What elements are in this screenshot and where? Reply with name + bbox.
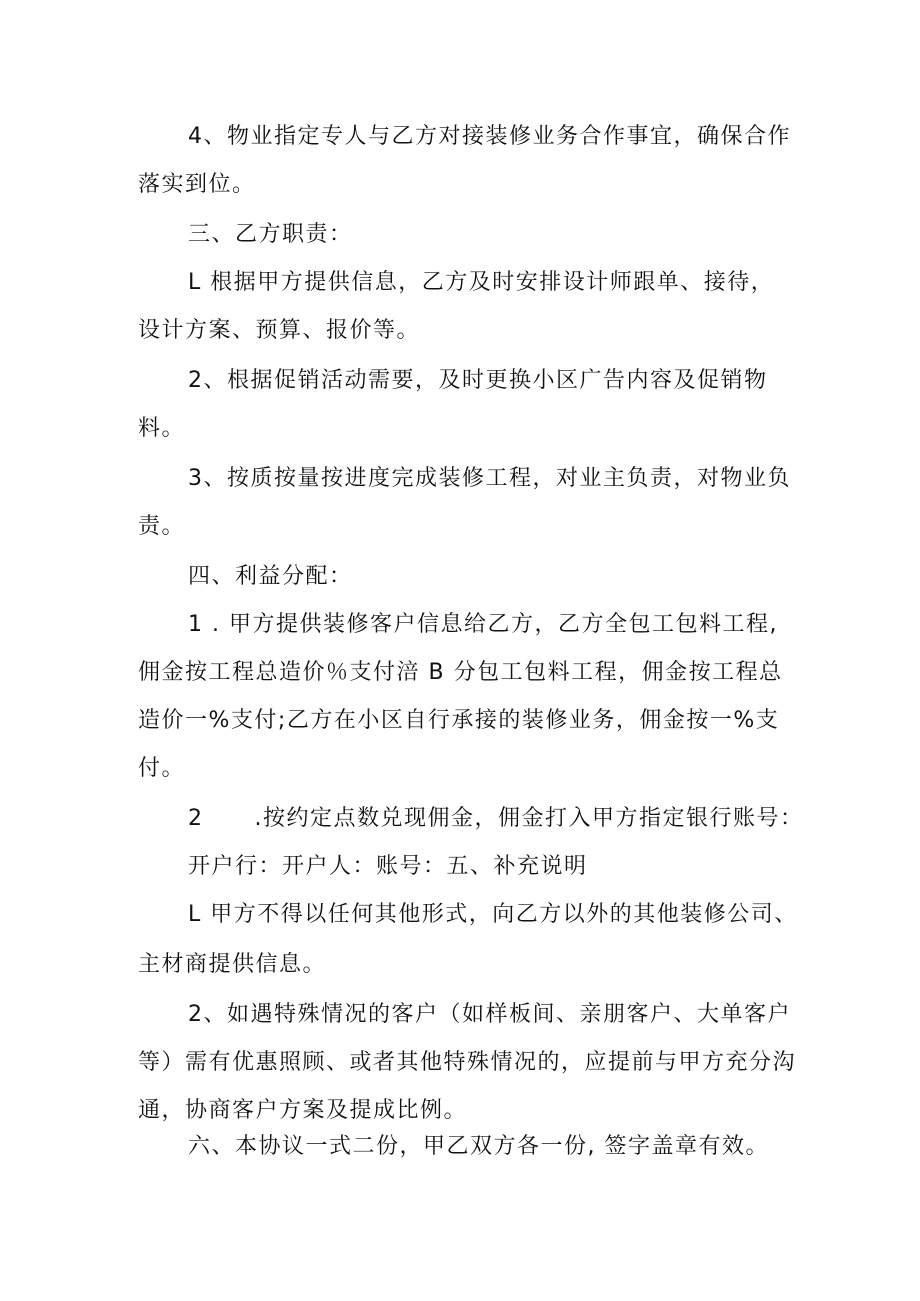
section-heading: 四、利益分配： bbox=[188, 564, 353, 589]
paragraph-line: 佣金按工程总造价％支付涪 B 分包工包料工程，佣金按工程总 bbox=[138, 660, 783, 685]
paragraph-line: 料。 bbox=[138, 416, 186, 441]
paragraph-line: 2、如遇特殊情况的客户（如样板间、亲朋客户、大单客户 bbox=[188, 1002, 791, 1027]
paragraph-line: 等）需有优惠照顾、或者其他特殊情况的，应提前与甲方充分沟 bbox=[138, 1050, 797, 1075]
paragraph-line: 造价一%支付;乙方在小区自行承接的装修业务，佣金按一%支 bbox=[138, 708, 780, 733]
paragraph-line: 责。 bbox=[138, 514, 186, 539]
paragraph-line: 1 . 甲方提供装修客户信息给乙方，乙方全包工包料工程, bbox=[188, 612, 778, 637]
paragraph-line: 4、物业指定专人与乙方对接装修业务合作事宜，确保合作 bbox=[188, 124, 791, 149]
paragraph-line: 通，协商客户方案及提成比例。 bbox=[138, 1098, 468, 1123]
paragraph-line: 主材商提供信息。 bbox=[138, 952, 327, 977]
paragraph-line: L 根据甲方提供信息，乙方及时安排设计师跟单、接待， bbox=[188, 270, 775, 295]
paragraph-line: 3、按质按量按进度完成装修工程，对业主负责，对物业负 bbox=[188, 466, 791, 491]
paragraph-line: 2、根据促销活动需要，及时更换小区广告内容及促销物 bbox=[188, 368, 768, 393]
paragraph-line: 六、本协议一式二份，甲乙双方各一份, 签字盖章有效。 bbox=[188, 1134, 769, 1159]
paragraph-line: 2 .按约定点数兑现佣金，佣金打入甲方指定银行账号： bbox=[188, 806, 804, 831]
paragraph-line: 设计方案、预算、报价等。 bbox=[138, 318, 421, 343]
paragraph-line: 付。 bbox=[138, 756, 186, 781]
paragraph-line: L 甲方不得以任何其他形式，向乙方以外的其他装修公司、 bbox=[188, 902, 798, 927]
paragraph-line: 开户行：开户人：账号：五、补充说明 bbox=[188, 854, 588, 879]
section-heading: 三、乙方职责： bbox=[188, 222, 353, 247]
paragraph-line: 落实到位。 bbox=[138, 172, 256, 197]
